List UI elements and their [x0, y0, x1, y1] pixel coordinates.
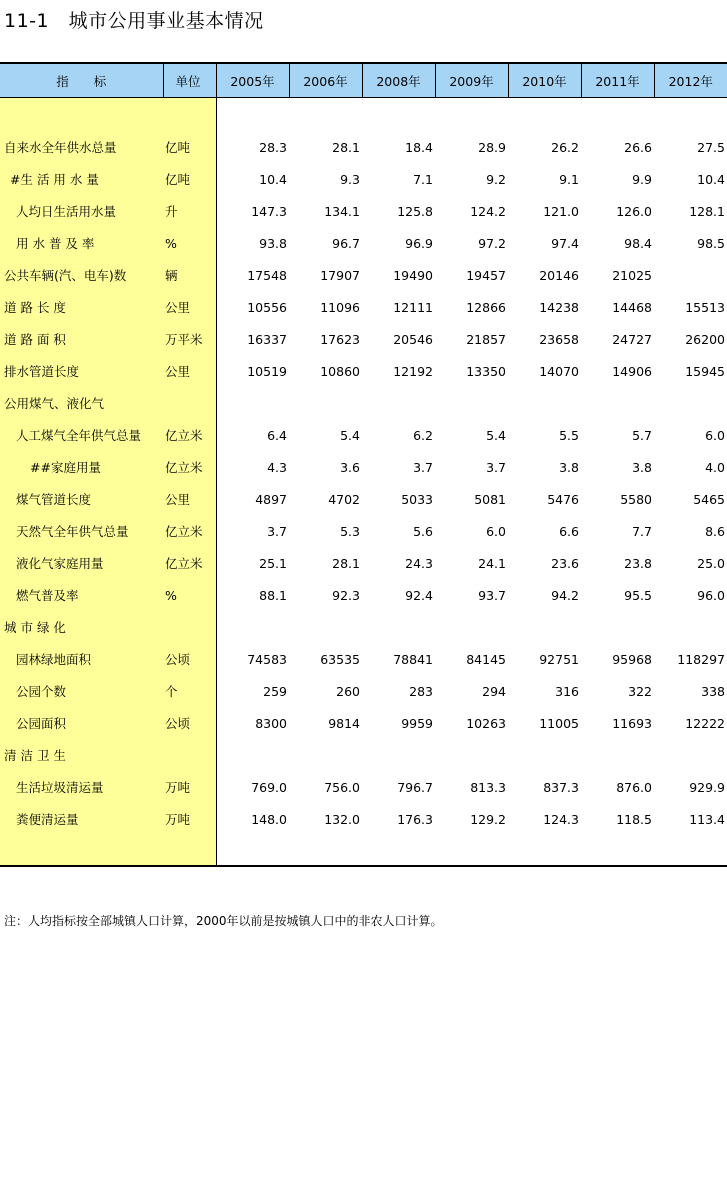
table-spacer-row: [0, 835, 727, 866]
value-cell: 12192: [393, 363, 433, 379]
value-cell: [581, 739, 654, 771]
value-cell: 92751: [539, 651, 579, 667]
value-cell: 5081: [474, 491, 506, 507]
value-cell: 98.5: [697, 235, 725, 251]
value-cell: 95.5: [624, 587, 652, 603]
value-cell: 24.1: [478, 555, 506, 571]
page-title: 11-1 城市公用事业基本情况: [4, 10, 264, 32]
table-row: [0, 419, 727, 451]
value-cell: 3.7: [413, 459, 433, 475]
value-cell: 9.2: [486, 171, 506, 187]
table-row: [0, 291, 727, 323]
value-cell: 876.0: [616, 779, 652, 795]
value-cell: [654, 259, 727, 291]
unit-cell: 辆: [163, 259, 216, 291]
value-cell: 18.4: [405, 139, 433, 155]
value-cell: 23658: [539, 331, 579, 347]
indicator-label: 公园面积: [0, 707, 163, 739]
unit-cell: 亿立米: [163, 419, 216, 451]
indicator-label: 液化气家庭用量: [0, 547, 163, 579]
value-cell: 19457: [466, 267, 506, 283]
value-cell: 9959: [401, 715, 433, 731]
year-column-header: 2006年: [289, 63, 362, 98]
indicator-label: 园林绿地面积: [0, 643, 163, 675]
value-cell: 15513: [685, 299, 725, 315]
value-cell: 134.1: [324, 203, 360, 219]
value-cell: [289, 611, 362, 643]
value-cell: [654, 739, 727, 771]
value-cell: 27.5: [697, 139, 725, 155]
value-cell: 316: [555, 683, 579, 699]
value-cell: 259: [263, 683, 287, 699]
value-cell: [435, 387, 508, 419]
unit-cell: %: [163, 227, 216, 259]
value-cell: 20146: [539, 267, 579, 283]
value-cell: 113.4: [689, 811, 725, 827]
value-cell: [289, 387, 362, 419]
value-cell: 118297: [677, 651, 725, 667]
value-cell: 12866: [466, 299, 506, 315]
indicator-label: 用 水 普 及 率: [0, 227, 163, 259]
value-cell: 28.1: [332, 139, 360, 155]
value-cell: 4.0: [705, 459, 725, 475]
table-row: [0, 675, 727, 707]
value-cell: 9.9: [632, 171, 652, 187]
value-cell: 93.8: [259, 235, 287, 251]
year-column-header: 2005年: [216, 63, 289, 98]
value-cell: 14468: [612, 299, 652, 315]
value-cell: 17623: [320, 331, 360, 347]
value-cell: 283: [409, 683, 433, 699]
table-row: [0, 771, 727, 803]
value-cell: 796.7: [397, 779, 433, 795]
value-cell: 28.9: [478, 139, 506, 155]
value-cell: [581, 387, 654, 419]
value-cell: 23.8: [624, 555, 652, 571]
value-cell: 28.3: [259, 139, 287, 155]
value-cell: 4897: [255, 491, 287, 507]
value-cell: 25.0: [697, 555, 725, 571]
table-row: [0, 579, 727, 611]
value-cell: 126.0: [616, 203, 652, 219]
indicator-label: 天然气全年供气总量: [0, 515, 163, 547]
unit-cell: 万吨: [163, 803, 216, 835]
table-row: [0, 611, 727, 643]
value-cell: 96.7: [332, 235, 360, 251]
value-cell: 23.6: [551, 555, 579, 571]
value-cell: 93.7: [478, 587, 506, 603]
value-cell: [216, 611, 289, 643]
table-header-row: [0, 63, 727, 98]
value-cell: 26.2: [551, 139, 579, 155]
indicator-label: 燃气普及率: [0, 579, 163, 611]
table-row: [0, 131, 727, 163]
value-cell: 11096: [320, 299, 360, 315]
indicator-label: 公共车辆(汽、电车)数: [0, 259, 163, 291]
indicator-label: #生 活 用 水 量: [0, 163, 163, 195]
indicator-label: 道 路 长 度: [0, 291, 163, 323]
value-cell: 322: [628, 683, 652, 699]
value-cell: 14238: [539, 299, 579, 315]
value-cell: 124.3: [543, 811, 579, 827]
value-cell: 24727: [612, 331, 652, 347]
year-column-header: 2012年: [654, 63, 727, 98]
table-row: [0, 163, 727, 195]
value-cell: 5476: [547, 491, 579, 507]
value-cell: 96.0: [697, 587, 725, 603]
unit-cell: 亿立米: [163, 451, 216, 483]
value-cell: 8300: [255, 715, 287, 731]
value-cell: 28.1: [332, 555, 360, 571]
value-cell: 260: [336, 683, 360, 699]
value-cell: 6.2: [413, 427, 433, 443]
value-cell: [508, 739, 581, 771]
value-cell: 929.9: [689, 779, 725, 795]
value-cell: 10.4: [259, 171, 287, 187]
value-cell: [362, 611, 435, 643]
value-cell: 26200: [685, 331, 725, 347]
value-cell: 3.6: [340, 459, 360, 475]
indicator-label: 城 市 绿 化: [0, 611, 163, 643]
value-cell: 9.1: [559, 171, 579, 187]
table-row: [0, 451, 727, 483]
value-cell: 176.3: [397, 811, 433, 827]
value-cell: 10519: [247, 363, 287, 379]
unit-cell: %: [163, 579, 216, 611]
value-cell: 5.6: [413, 523, 433, 539]
value-cell: 10.4: [697, 171, 725, 187]
value-cell: 17548: [247, 267, 287, 283]
value-cell: 9.3: [340, 171, 360, 187]
value-cell: 118.5: [616, 811, 652, 827]
value-cell: [435, 611, 508, 643]
indicator-label: ##家庭用量: [0, 451, 163, 483]
value-cell: 21025: [612, 267, 652, 283]
unit-cell: 公里: [163, 291, 216, 323]
value-cell: [289, 739, 362, 771]
value-cell: [581, 611, 654, 643]
value-cell: 5.4: [486, 427, 506, 443]
value-cell: 148.0: [251, 811, 287, 827]
value-cell: [654, 611, 727, 643]
indicator-label: 生活垃圾清运量: [0, 771, 163, 803]
unit-cell: 公里: [163, 355, 216, 387]
value-cell: 14070: [539, 363, 579, 379]
value-cell: [216, 739, 289, 771]
unit-cell: 个: [163, 675, 216, 707]
value-cell: 63535: [320, 651, 360, 667]
value-cell: 124.2: [470, 203, 506, 219]
value-cell: 7.7: [632, 523, 652, 539]
value-cell: 121.0: [543, 203, 579, 219]
value-cell: 147.3: [251, 203, 287, 219]
value-cell: [435, 739, 508, 771]
value-cell: 11693: [612, 715, 652, 731]
value-cell: 3.7: [267, 523, 287, 539]
value-cell: 17907: [320, 267, 360, 283]
value-cell: [362, 387, 435, 419]
value-cell: 7.1: [413, 171, 433, 187]
value-cell: 5.5: [559, 427, 579, 443]
unit-cell: 亿立米: [163, 515, 216, 547]
year-column-header: 2009年: [435, 63, 508, 98]
unit-cell: 公顷: [163, 643, 216, 675]
value-cell: 129.2: [470, 811, 506, 827]
value-cell: 5465: [693, 491, 725, 507]
value-cell: 6.6: [559, 523, 579, 539]
unit-cell: [163, 739, 216, 771]
unit-cell: 公顷: [163, 707, 216, 739]
value-cell: 95968: [612, 651, 652, 667]
value-cell: 78841: [393, 651, 433, 667]
table-row: [0, 483, 727, 515]
unit-cell: 公里: [163, 483, 216, 515]
table-row: [0, 547, 727, 579]
value-cell: 128.1: [689, 203, 725, 219]
indicator-label: 自来水全年供水总量: [0, 131, 163, 163]
table-row: [0, 195, 727, 227]
value-cell: 6.0: [705, 427, 725, 443]
indicator-label: 清 洁 卫 生: [0, 739, 163, 771]
unit-cell: [163, 611, 216, 643]
value-cell: 12111: [393, 299, 433, 315]
value-cell: 94.2: [551, 587, 579, 603]
value-cell: 3.8: [559, 459, 579, 475]
year-column-header: 2008年: [362, 63, 435, 98]
value-cell: 3.8: [632, 459, 652, 475]
value-cell: 21857: [466, 331, 506, 347]
value-cell: 4702: [328, 491, 360, 507]
indicator-label: 人均日生活用水量: [0, 195, 163, 227]
table-body: [0, 98, 727, 867]
indicator-label: 公园个数: [0, 675, 163, 707]
unit-cell: 亿立米: [163, 547, 216, 579]
value-cell: 5.4: [340, 427, 360, 443]
value-cell: 10263: [466, 715, 506, 731]
value-cell: 5580: [620, 491, 652, 507]
value-cell: 769.0: [251, 779, 287, 795]
value-cell: 25.1: [259, 555, 287, 571]
indicator-label: 排水管道长度: [0, 355, 163, 387]
table-row: [0, 739, 727, 771]
value-cell: 10556: [247, 299, 287, 315]
value-cell: 97.4: [551, 235, 579, 251]
value-cell: 125.8: [397, 203, 433, 219]
value-cell: 14906: [612, 363, 652, 379]
value-cell: 5033: [401, 491, 433, 507]
table-row: [0, 323, 727, 355]
indicator-label: 粪便清运量: [0, 803, 163, 835]
unit-cell: [163, 387, 216, 419]
value-cell: 88.1: [259, 587, 287, 603]
table-row: [0, 259, 727, 291]
value-cell: 26.6: [624, 139, 652, 155]
unit-cell: 万吨: [163, 771, 216, 803]
table-spacer-row: [0, 98, 727, 132]
value-cell: [216, 387, 289, 419]
table-row: [0, 515, 727, 547]
value-cell: 338: [701, 683, 725, 699]
value-cell: 24.3: [405, 555, 433, 571]
table-row: [0, 803, 727, 835]
value-cell: 3.7: [486, 459, 506, 475]
unit-cell: 升: [163, 195, 216, 227]
value-cell: [654, 387, 727, 419]
unit-column-header: 单位: [163, 63, 216, 98]
value-cell: 92.4: [405, 587, 433, 603]
value-cell: 92.3: [332, 587, 360, 603]
value-cell: 20546: [393, 331, 433, 347]
value-cell: 10860: [320, 363, 360, 379]
value-cell: 4.3: [267, 459, 287, 475]
unit-cell: 亿吨: [163, 163, 216, 195]
value-cell: 96.9: [405, 235, 433, 251]
value-cell: 15945: [685, 363, 725, 379]
public-utilities-table: [0, 62, 727, 867]
value-cell: 16337: [247, 331, 287, 347]
year-column-header: 2011年: [581, 63, 654, 98]
table-row: [0, 387, 727, 419]
value-cell: 837.3: [543, 779, 579, 795]
value-cell: 8.6: [705, 523, 725, 539]
value-cell: 19490: [393, 267, 433, 283]
value-cell: 813.3: [470, 779, 506, 795]
value-cell: 6.0: [486, 523, 506, 539]
value-cell: 132.0: [324, 811, 360, 827]
value-cell: 74583: [247, 651, 287, 667]
value-cell: 294: [482, 683, 506, 699]
value-cell: 97.2: [478, 235, 506, 251]
footnote: 注：人均指标按全部城镇人口计算，2000年以前是按城镇人口中的非农人口计算。: [4, 914, 443, 928]
indicator-label: 公用煤气、液化气: [0, 387, 163, 419]
indicator-label: 道 路 面 积: [0, 323, 163, 355]
value-cell: 6.4: [267, 427, 287, 443]
unit-cell: 万平米: [163, 323, 216, 355]
value-cell: 9814: [328, 715, 360, 731]
value-cell: [362, 739, 435, 771]
value-cell: 756.0: [324, 779, 360, 795]
table-row: [0, 643, 727, 675]
year-column-header: 2010年: [508, 63, 581, 98]
value-cell: [508, 387, 581, 419]
value-cell: 13350: [466, 363, 506, 379]
table-row: [0, 355, 727, 387]
table-row: [0, 707, 727, 739]
indicator-label: 人工煤气全年供气总量: [0, 419, 163, 451]
value-cell: 12222: [685, 715, 725, 731]
value-cell: 5.3: [340, 523, 360, 539]
value-cell: 5.7: [632, 427, 652, 443]
value-cell: 98.4: [624, 235, 652, 251]
value-cell: [508, 611, 581, 643]
indicator-label: 煤气管道长度: [0, 483, 163, 515]
value-cell: 11005: [539, 715, 579, 731]
value-cell: 84145: [466, 651, 506, 667]
indicator-column-header: 指 标: [0, 63, 163, 98]
table-row: [0, 227, 727, 259]
unit-cell: 亿吨: [163, 131, 216, 163]
